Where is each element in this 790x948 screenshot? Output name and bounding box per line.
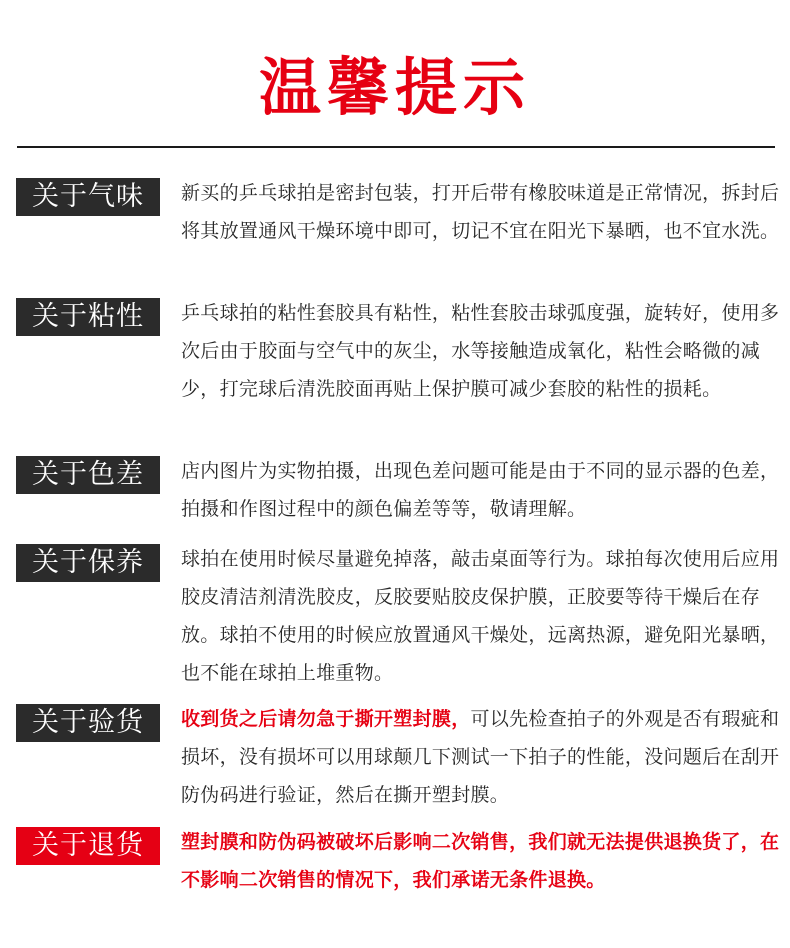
section-text: 乒乓球拍的粘性套胶具有粘性，粘性套胶击球弧度强，旋转好，使用多次后由于胶面与空气中的灰尘，水等接触造成氧化，粘性会略微的减少，打完球后清洗胶面再贴上保护膜可减少套胶的粘性的损耗。 [181,302,780,400]
section-label: 关于色差 [16,456,160,494]
page-title: 温馨提示 [258,51,531,124]
section-label: 关于退货 [16,827,160,865]
section-label: 关于验货 [16,704,160,742]
section-label: 关于气味 [16,178,160,216]
body-text: 可以先检查拍子的外观是否有瑕疵和损坏，没有损坏可以用球颠几下测试一下拍子的性能，没问题后在刮开防伪码进行验证，然后在撕开塑封膜。 [181,708,780,806]
divider [17,146,775,148]
highlight-text: 塑封膜和防伪码被破坏后影响二次销售，我们就无法提供退换货了，在不影响二次销售的情况下，我们承诺无条件退换。 [181,831,780,891]
section-text [181,823,781,899]
section-text: 新买的乒乓球拍是密封包装，打开后带有橡胶味道是正常情况，拆封后将其放置通风干燥环境中即可，切记不宜在阳光下暴晒，也不宜水洗。 [181,182,780,242]
section-text: 球拍在使用时候尽量避免掉落，敲击桌面等行为。球拍每次使用后应用胶皮清洁剂清洗胶皮，反胶要贴胶皮保护膜，正胶要等待干燥后在存放。球拍不使用的时候应放置通风干燥处，远离热源，避免阳光暴晒，也不能在球拍上堆重物。 [181,548,780,684]
section-label: 关于保养 [16,544,160,582]
section-label: 关于粘性 [16,298,160,336]
section-text [181,700,781,814]
highlight-text: 收到货之后请勿急于撕开塑封膜， [181,708,471,730]
section-text: 店内图片为实物拍摄，出现色差问题可能是由于不同的显示器的色差，拍摄和作图过程中的颜色偏差等等，敬请理解。 [181,460,780,520]
